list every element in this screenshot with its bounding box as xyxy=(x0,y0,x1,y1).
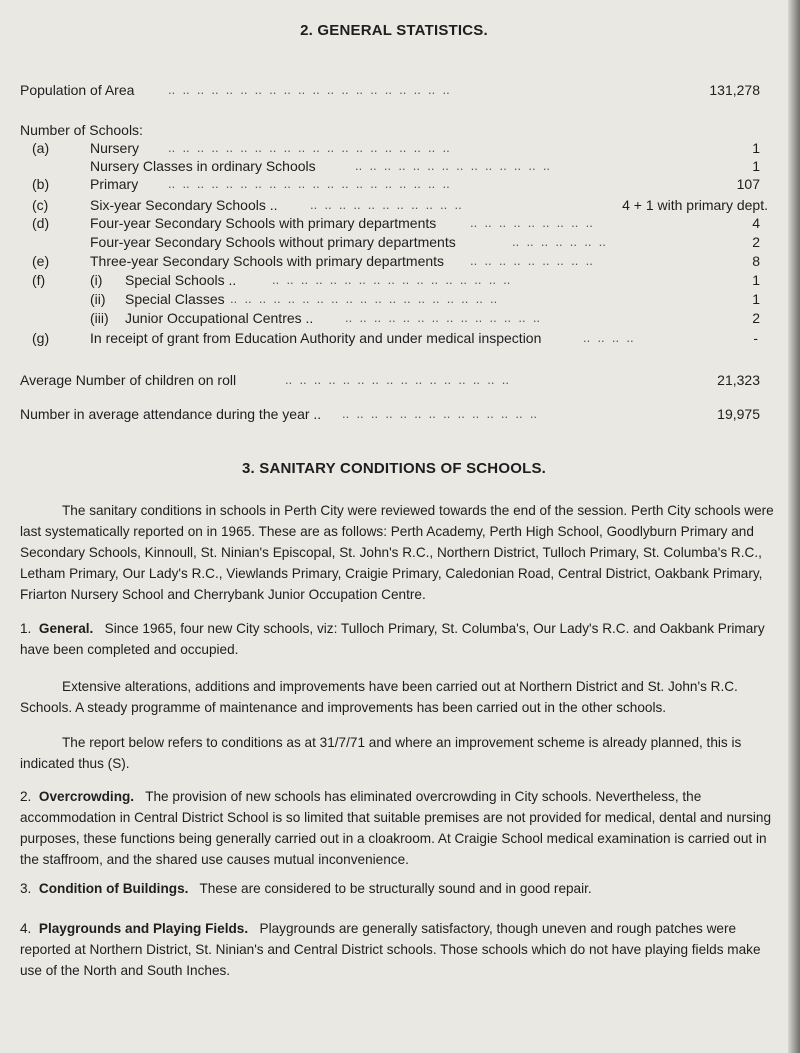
overcrowding-paragraph xyxy=(20,786,780,870)
general-paragraph xyxy=(20,618,780,660)
leader-dots: .. .. .. .. .. .. .. .. .. xyxy=(470,253,593,268)
leader-dots: .. .. .. .. .. .. .. .. .. .. .. .. .. .. xyxy=(342,406,538,421)
population-value: 131,278 xyxy=(709,82,760,98)
row-value: 4 xyxy=(752,215,760,231)
row-letter: (a) xyxy=(32,140,50,156)
paragraph-text: Since 1965, four new City schools, viz: Tulloch Primary, St. Columba's, Our Lady's R.C. and Oakbank Primary have been completed and occupied. xyxy=(20,621,765,657)
row-letter: (e) xyxy=(32,253,50,269)
leader-dots: .. .. .. .. .. .. .. .. .. xyxy=(470,215,593,230)
paragraph-title: General. xyxy=(38,621,94,636)
intro-paragraph: The sanitary conditions in schools in Perth City were reviewed towards the end of the session. Perth City schools were last systematically reported on in 1965. These are as follows: Perth Academy, Perth High School, Goodlyburn Primary and Secondary Schools, Kinnoull, St. Ninian's Episcopal, St. John's R.C., Northern District, Tulloch Primary, St. Columba's R.C., Letham Primary, Our Lady's R.C., Viewlands Primary, Craigie Primary, Caledonian Road, Central District, Oakbank Primary, Friarton Nursery School and Cherrybank Junior Occupation Centre. xyxy=(20,503,774,602)
row-sub: (ii) xyxy=(90,291,106,307)
row-value: 1 xyxy=(752,140,760,156)
paragraph-text: Playgrounds are generally satisfactory, though uneven and rough patches were reported at Northern District, St. Ninian's and Central District schools. Those schools which do not have playing fields make use of the North and South Inches. xyxy=(20,921,761,978)
row-label: Nursery Classes in ordinary Schools xyxy=(90,158,316,174)
row-letter: (d) xyxy=(32,215,50,231)
row-sub: (i) xyxy=(90,272,103,288)
row-value: 8 xyxy=(752,253,760,269)
row-letter: (b) xyxy=(32,176,50,192)
school-row xyxy=(0,138,788,158)
row-label: Junior Occupational Centres .. xyxy=(125,310,314,326)
school-row xyxy=(0,308,788,328)
leader-dots: .. .. .. .. xyxy=(583,330,634,345)
row-label: Six-year Secondary Schools .. xyxy=(90,197,278,213)
playgrounds-paragraph xyxy=(20,918,780,981)
leader-dots: .. .. .. .. .. .. .. .. .. .. .. .. .. .. .. .. .. xyxy=(272,272,511,287)
row-label: In receipt of grant from Education Authority and under medical inspection xyxy=(90,330,542,346)
row-label: Three-year Secondary Schools with primary departments xyxy=(90,253,445,269)
row-value: 1 xyxy=(752,272,760,288)
average-roll-value: 21,323 xyxy=(717,372,760,388)
attendance-row xyxy=(0,404,788,424)
average-roll-row xyxy=(0,370,788,390)
leader-dots: .. .. .. .. .. .. .. .. .. .. .. .. .. .. .. .. .. .. .. .. xyxy=(168,140,450,155)
row-letter: (f) xyxy=(32,272,46,288)
row-label: Primary xyxy=(90,176,139,192)
row-label: Four-year Secondary Schools without primary departments xyxy=(90,234,456,250)
schools-heading-row xyxy=(0,120,788,140)
attendance-label: Number in average attendance during the year .. xyxy=(20,406,322,422)
row-value: 107 xyxy=(736,176,760,192)
leader-dots: .. .. .. .. .. .. .. .. .. .. .. .. .. .. .. .. xyxy=(285,372,509,387)
leader-dots: .. .. .. .. .. .. .. .. .. .. .. .. .. .. xyxy=(355,158,551,173)
population-row xyxy=(0,80,788,100)
school-row xyxy=(0,232,788,252)
row-value: 1 xyxy=(752,158,760,174)
row-value: 1 xyxy=(752,291,760,307)
paragraph-title: Playgrounds and Playing Fields. xyxy=(38,921,249,936)
attendance-value: 19,975 xyxy=(717,406,760,422)
row-label: Special Schools .. xyxy=(125,272,237,288)
leader-dots: .. .. .. .. .. .. .. .. .. .. .. .. .. .. xyxy=(345,310,541,325)
paragraph-text: These are considered to be structurally sound and in good repair. xyxy=(199,881,592,896)
alterations-paragraph: Extensive alterations, additions and improvements have been carried out at Northern District and St. John's R.C. Schools. A steady programme of maintenance and improvements has been carried out in the other schools. xyxy=(20,679,738,715)
paragraph-number: 1. xyxy=(20,621,32,636)
paragraph-text: The provision of new schools has eliminated overcrowding in City schools. Nevertheless, the accommodation in Central District School is so limited that suitable premises are not provided for medical, dental and nursing purposes, these functions being generally carried out in a cloakroom. At Craigie School medical examination is carried out in the staffroom, and the shared use causes mutual inconvenience. xyxy=(20,789,772,867)
paragraph-title: Condition of Buildings. xyxy=(38,881,189,896)
school-row xyxy=(0,270,788,290)
paragraph-number: 4. xyxy=(20,921,32,936)
row-letter: (c) xyxy=(32,197,49,213)
leader-dots: .. .. .. .. .. .. .. .. .. .. .. .. .. .. .. .. .. .. .. .. xyxy=(168,82,450,97)
school-row xyxy=(0,195,788,215)
average-roll-label: Average Number of children on roll xyxy=(20,372,237,388)
report-note-paragraph: The report below refers to conditions as at 31/7/71 and where an improvement scheme is already planned, this is indicated thus (S). xyxy=(20,735,742,771)
school-row xyxy=(0,156,788,176)
row-value: 2 xyxy=(752,310,760,326)
section-3-heading: 3. SANITARY CONDITIONS OF SCHOOLS. xyxy=(241,460,547,477)
paragraph-number: 2. xyxy=(20,789,32,804)
school-row xyxy=(0,251,788,271)
schools-label: Number of Schools: xyxy=(20,122,143,138)
row-label: Special Classes xyxy=(125,291,225,307)
leader-dots: .. .. .. .. .. .. .. .. .. .. .. .. .. .. .. .. .. .. .. .. xyxy=(168,176,450,191)
paragraph-number: 3. xyxy=(20,881,32,896)
leader-dots: .. .. .. .. .. .. .. .. .. .. .. .. .. .. .. .. .. .. .. xyxy=(230,291,498,306)
row-label: Four-year Secondary Schools with primary departments xyxy=(90,215,437,231)
paragraph-title: Overcrowding. xyxy=(38,789,135,804)
row-letter: (g) xyxy=(32,330,50,346)
row-sub: (iii) xyxy=(90,310,109,326)
row-label: Nursery xyxy=(90,140,140,156)
school-row xyxy=(0,174,788,194)
school-row xyxy=(0,328,788,348)
row-value: - xyxy=(753,330,758,346)
leader-dots: .. .. .. .. .. .. .. .. .. .. .. xyxy=(310,197,462,212)
row-value: 2 xyxy=(752,234,760,250)
page-edge xyxy=(788,0,800,1053)
buildings-paragraph xyxy=(20,878,780,899)
school-row xyxy=(0,289,788,309)
school-row xyxy=(0,213,788,233)
section-2-heading: 2. GENERAL STATISTICS. xyxy=(300,22,488,39)
row-value: 4 + 1 with primary dept. xyxy=(622,197,768,213)
leader-dots: .. .. .. .. .. .. .. xyxy=(512,234,606,249)
population-label: Population of Area xyxy=(20,82,135,98)
